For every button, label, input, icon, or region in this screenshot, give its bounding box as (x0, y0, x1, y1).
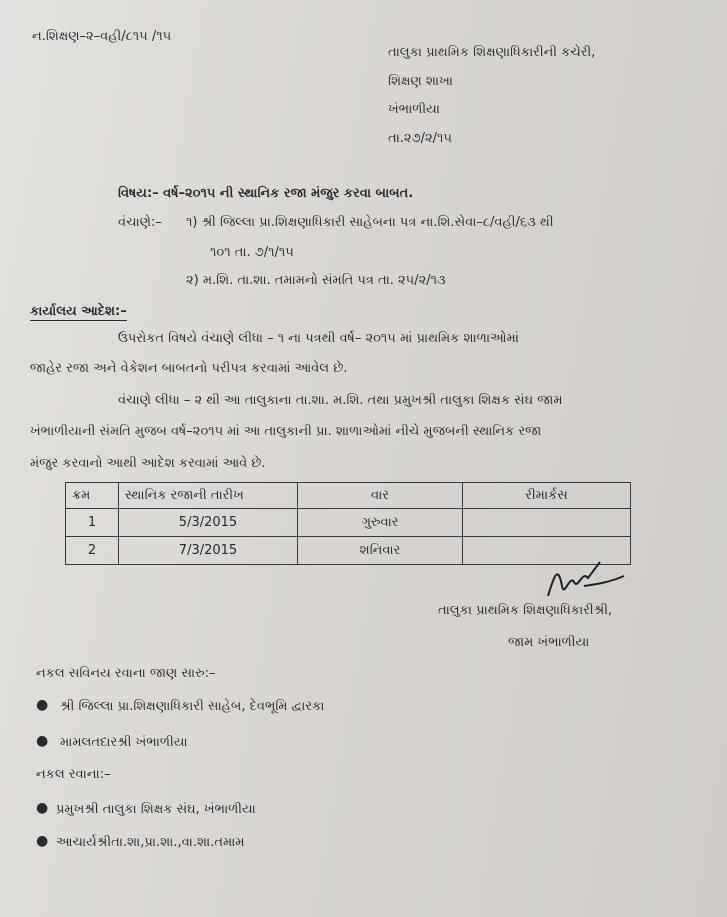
copy-sent-item-2: મામલતદારશ્રી ખંભાળીયા (60, 735, 188, 750)
cell-date: 7/3/2015 (119, 537, 298, 565)
bullet-icon: ● (36, 800, 49, 816)
copy-sent-heading: નકલ સવિનય રવાના જાણ સારુ:– (36, 666, 216, 681)
holiday-table (65, 482, 631, 565)
table-row (66, 509, 631, 537)
office-place: ખંભાળીયા (388, 102, 440, 117)
column-header-day: વાર (298, 483, 463, 509)
table-header-row (66, 483, 631, 509)
body-para-1-line-1: ઉપરોકત વિષયે વંચાણે લીધા – ૧ ના પત્રથી વર્ષ– ૨૦૧૫ માં પ્રાથમિક શાળાઓમાં (118, 331, 519, 346)
column-header-serial: ક્રમ (66, 483, 119, 509)
bullet-icon: ● (36, 697, 49, 713)
cell-date: 5/3/2015 (119, 509, 298, 537)
signatory-place: જામ ખંભાળીયા (508, 635, 590, 650)
body-para-1-line-2: જાહેર રજા અને વેકેશન બાબતનો પરીપત્ર કરવામાં આવેલ છે. (30, 361, 348, 376)
copy-to-item-2: આચાર્યશ્રીતા.શા,પ્રા.શા.,વા.શા.તમામ (56, 835, 245, 850)
copy-to-heading: નકલ રવાના:– (36, 767, 111, 782)
bullet-icon: ● (36, 833, 49, 849)
bullet-icon: ● (36, 733, 49, 749)
reference-1-line-2: ૧૦૧ તા. ૭/૧/૧૫ (210, 245, 294, 260)
branch-name: શિક્ષણ શાખા (388, 74, 453, 89)
signatory-title: તાલુકા પ્રાથમિક શિક્ષણાધિકારીશ્રી, (438, 603, 613, 618)
column-header-date: સ્થાનિક રજાની તારીખ (119, 483, 298, 509)
cell-day: શનિવાર (298, 537, 463, 565)
cell-remarks (463, 509, 631, 537)
cell-serial: 2 (66, 537, 119, 565)
copy-to-item-1: પ્રમુખશ્રી તાલુકા શિક્ષક સંઘ, ખંભાળીયા (56, 802, 256, 817)
body-para-2-line-1: વંચાણે લીધા – ૨ થી આ તાલુકાના તા.શા. મ.શિ. તથા પ્રમુખશ્રી તાલુકા શિક્ષક સંઘ જામ (118, 393, 563, 408)
column-header-remarks: રીમાર્કસ (463, 483, 631, 509)
order-heading: કાર્યાલય આદેશ:– (30, 304, 127, 319)
body-para-2-line-2: ખંભાળીયાની સંમતિ મુજબ વર્ષ–૨૦૧૫ માં આ તાલુકાની પ્રા. શાળાઓમાં નીચે મુજબની સ્થાનિક રજા (30, 424, 542, 439)
cell-serial: 1 (66, 509, 119, 537)
office-name: તાલુકા પ્રાથમિક શિક્ષણાધિકારીની કચેરી, (388, 45, 596, 60)
body-para-2-line-3: મંજુર કરવાનો આથી આદેશ કરવામાં આવે છે. (30, 456, 266, 471)
reference-2: ૨) મ.શિ. તા.શા. તમામનો સંમતિ પત્ર તા. ૨૫/૨/૧૩ (186, 273, 446, 288)
subject-line: વિષય:– વર્ષ–૨૦૧૫ ની સ્થાનિક રજા મંજુર કરવા બાબત. (118, 186, 414, 201)
reference-1-line-1: ૧) શ્રી જિલ્લા પ્રા.શિક્ષણાધિકારી સાહેબના પત્ર ના.શિ.સેવા–૮/વહી/૬૩ થી (186, 215, 554, 230)
references-label: વંચાણે:– (118, 215, 162, 230)
cell-day: ગુરુવાર (298, 509, 463, 537)
copy-sent-item-1: શ્રી જિલ્લા પ્રા.શિક્ષણાધિકારી સાહેબ, દેવભૂમિ દ્વારકા (60, 699, 325, 714)
letter-date: તા.૨૭/૨/૧૫ (388, 131, 452, 146)
reference-number: ન.શિક્ષણ–૨–વહી/૮૧૫ /૧૫ (32, 29, 172, 44)
